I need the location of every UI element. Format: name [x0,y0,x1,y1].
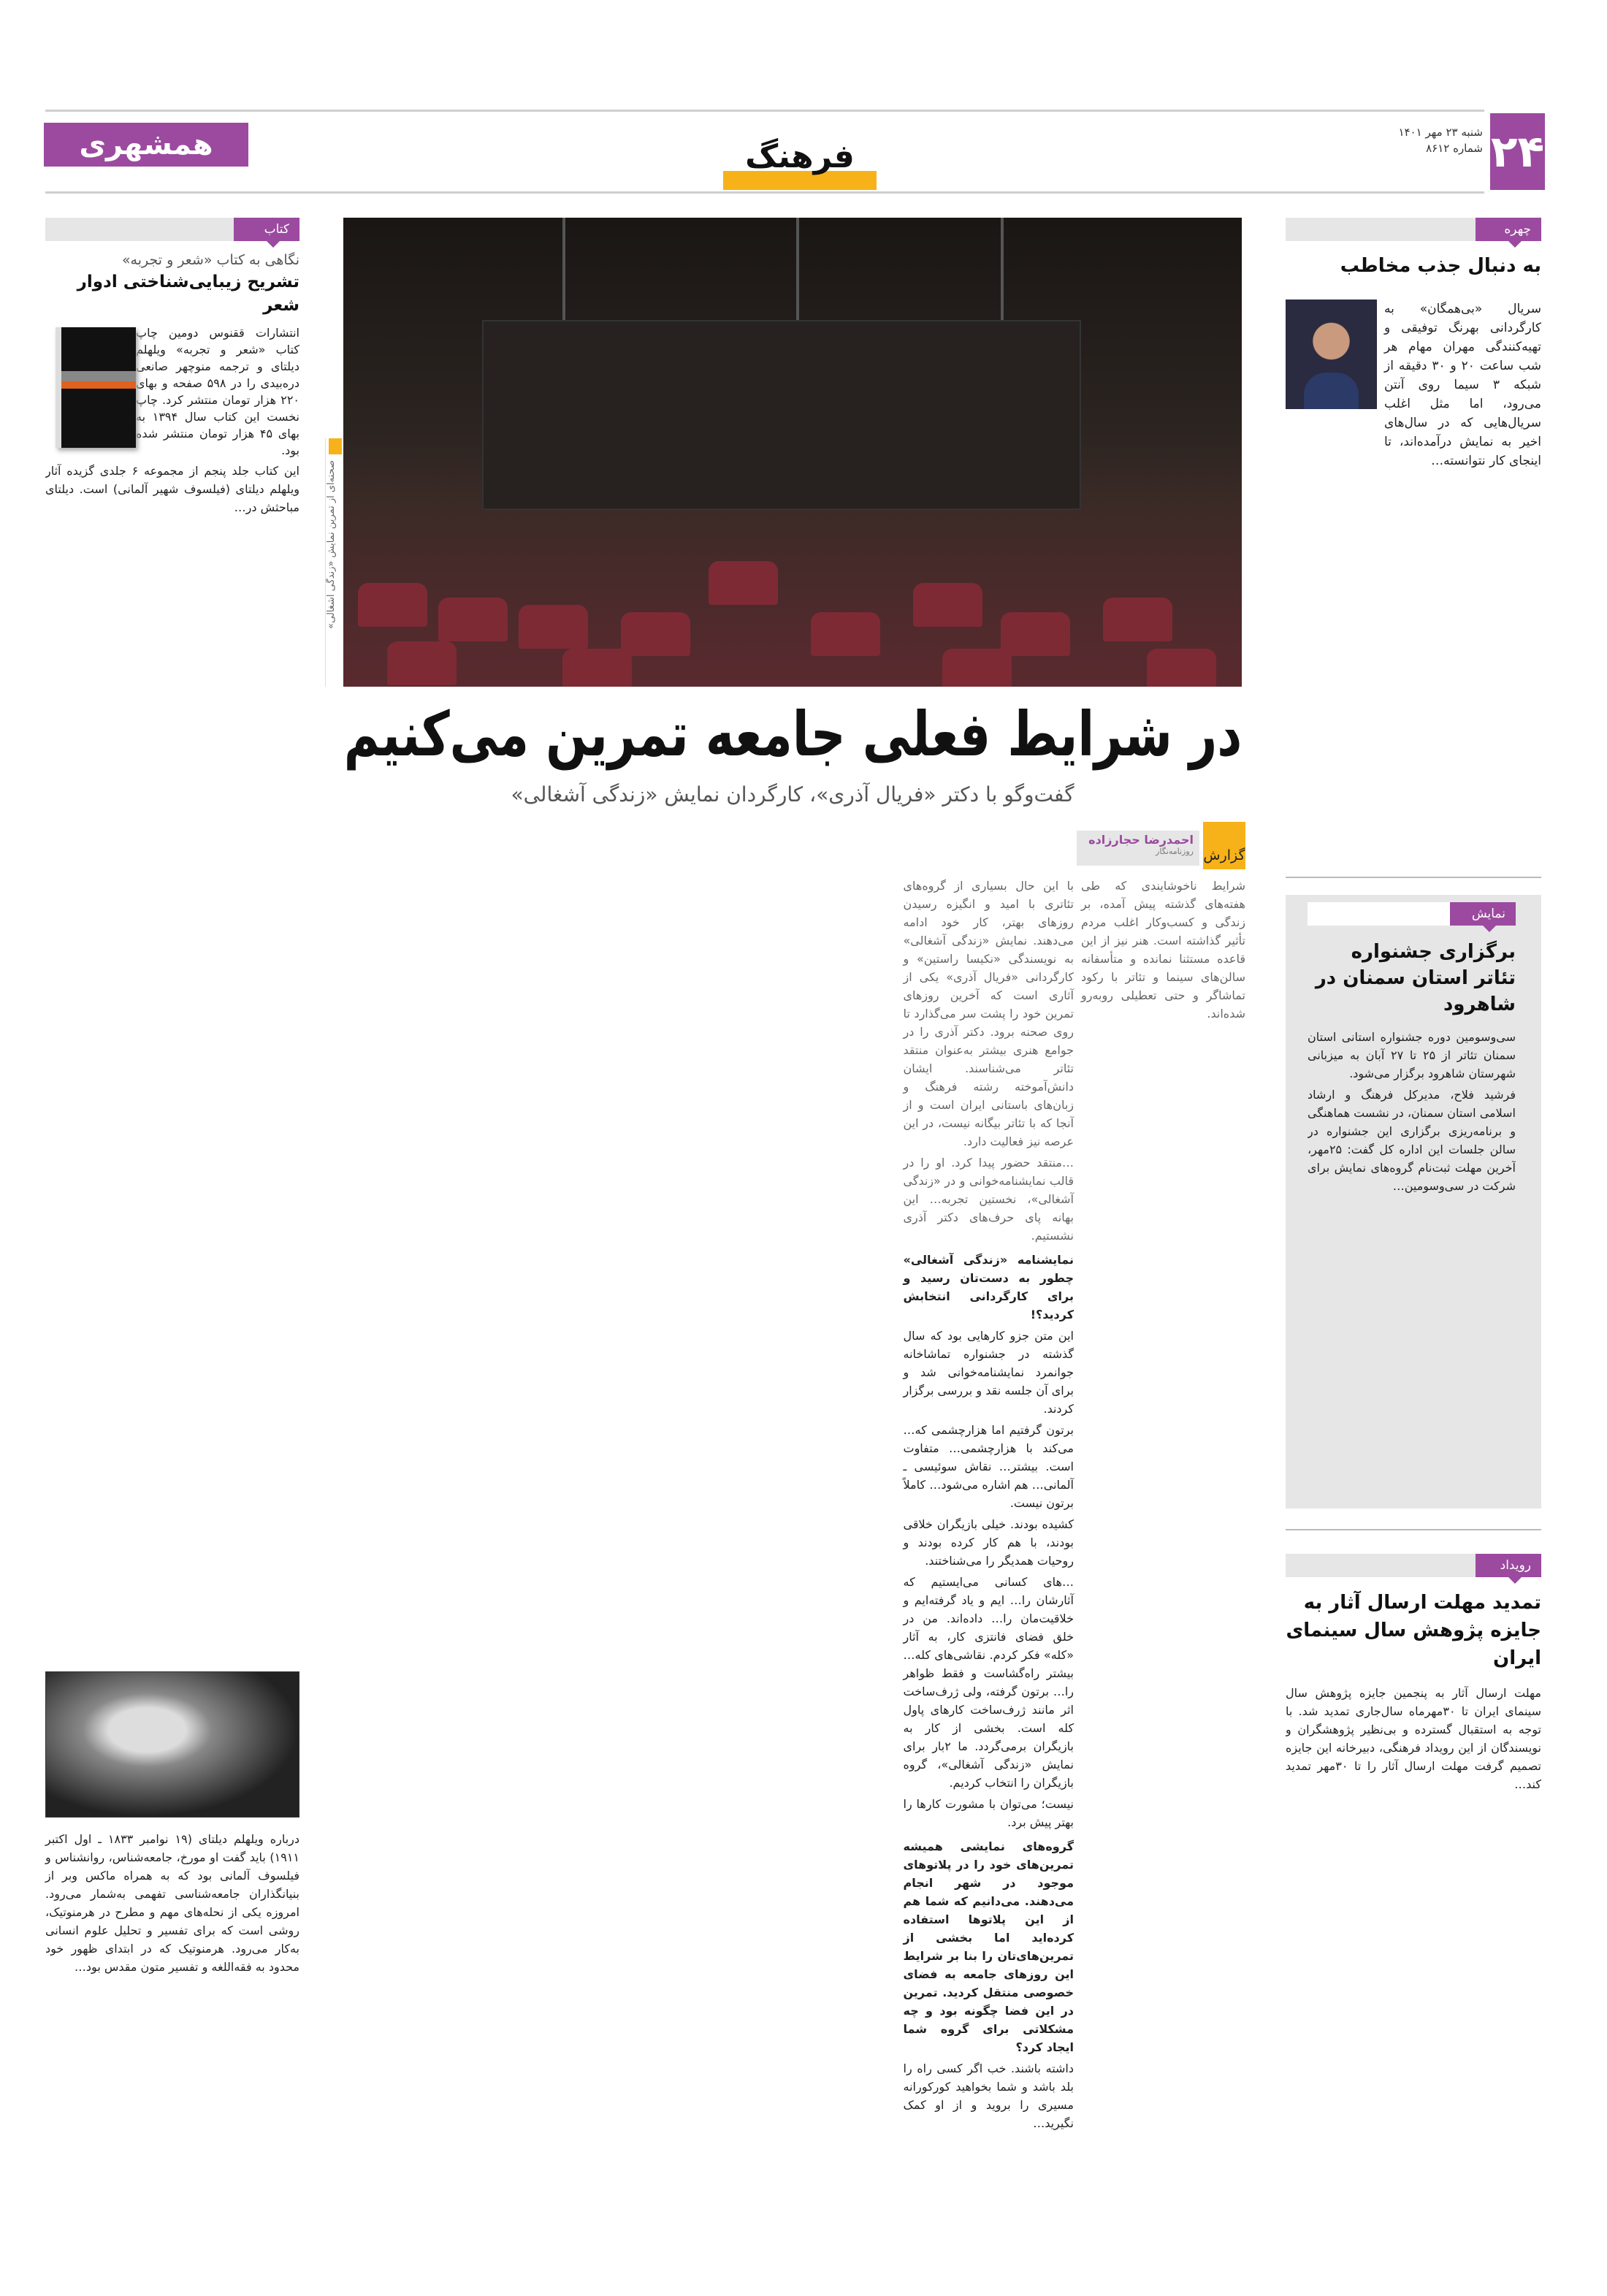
event-section [1286,1554,1541,2270]
book-section [45,218,299,1660]
face-tag-row [1286,218,1541,241]
intro-paragraph: با این حال بسیاری از گروه‌های تئاتری با امید و انگیزه رسیدن روزهای بهتر، کار خود ادامه می‌دهند. نمایش «زندگی آشغالی» به نویسندگی «نکیسا راستین» و کارگردانی «فریال آذری» یکی از آثاری است که آخرین روزهای تمرین خود را پشت سر می‌گذارد تا روی صحنه برود. دکتر آذری را در جوامع هنری بیشتر به‌عنوان منتقد تئاتر می‌شناسند. ایشان دانش‌آموخته رشته فرهنگ و زبان‌های باستانی ایران است و از آنجا که با تئاتر بیگانه نیست، در این عرصه نیز فعالیت دارد. [903,879,1074,1148]
byline [1074,822,1245,869]
book-tag-row [45,218,299,241]
report-label: گزارش [1203,822,1245,869]
interview-answer: داشته باشند. خب اگر کسی راه را بلد باشد و شما بخواهید کورکورانه مسیری را بروید و از او کمک نگیرید… [903,2062,1074,2130]
interview-answer: نیست؛ می‌توان با مشورت کارها را بهتر پیش برد. [903,1797,1074,1829]
show-text [1308,1028,1516,1198]
page-number: ۲۴ [1490,113,1545,190]
actor-portrait [1286,300,1377,409]
article-body [343,877,1074,2265]
show-title: برگزاری جشنواره تئاتر استان سمنان در شاهرود [1315,941,1516,1015]
interview-answer: برتون گرفتیم اما هزارچشمی که… می‌کند با هزارچشمی… متفاوت است. بیشتر… نقاش سوئیسی ـ آلمانی… هم اشاره می‌شود… کاملاً برتون نیست. [903,1423,1074,1510]
interview-question: نمایشنامه «زندگی آشغالی» چطور به دست‌تان رسید و برای کارگردانی انتخابش کردید؟! [903,1253,1074,1321]
face-section [1286,218,1541,868]
newspaper-logo: همشهری [44,123,248,167]
book-kicker: نگاهی به کتاب «شعر و تجربه» [121,252,299,268]
intro-paragraph: …منتقد حضور پیدا کرد. او را در قالب نمایشنامه‌خوانی و در «زندگی آشغالی»، نخستین تجربه… این بهانه پای حرف‌های دکتر آذری نشستیم. [903,1156,1074,1243]
article-intro [1081,877,1245,2265]
subheadline: گفت‌وگو با دکتر «فریال آذری»، کارگردان نمایش «زندگی آشغالی» [511,782,1074,806]
face-text: سریال «بی‌همگان» به کارگردانی بهرنگ توفیقی و تهیه‌کنندگی مهران مهام هر شب ساعت ۲۰ و ۳۰ دقیقه از شبکه ۳ سیما روی آنتن می‌رود، اما مثل اغلب سریال‌هایی که در سال‌های اخیر به نمایش درآمده‌اند، تا اینجای کار نتوانسته… [1384,302,1541,468]
dilthey-text: درباره ویلهلم دیلتای (۱۹ نوامبر ۱۸۳۳ ـ اول اکتبر ۱۹۱۱) باید گفت او مورخ، جامعه‌شناس، روانشناس و فیلسوف آلمانی بود که به همراه ماکس وبر از بنیانگذاران جامعه‌شناسی تفهمی به‌شمار می‌رود. امروزه یکی از نحله‌های مهم و مطرح در هرمنوتیک، روشی است که برای تفسیر و تحلیل علوم انسانی به‌کار می‌رود. هرمنوتیک که در ابتدای ظهور خود محدود به فقه‌اللغه و تفسیر متون مقدس بود… [45,1832,300,1974]
book-cover-image [56,327,136,448]
interview-answer: این متن جزو کارهایی بود که سال گذشته در جشنواره تماشاخانه جوانمرد نمایشنامه‌خوانی شد و برای آن جلسه نقد و بررسی برگزار کردند. [903,1329,1074,1416]
book-tag: کتاب [234,218,299,241]
author-name: احمدرضا حجارزاده [1088,833,1194,847]
show-paragraph: سی‌وسومین دوره جشنواره استانی استان سمنان تئاتر از ۲۵ تا ۲۷ آبان به میزبانی شهرستان شاهرود برگزار می‌شود. [1308,1030,1516,1080]
event-text: مهلت ارسال آثار به پنجمین جایزه پژوهش سال سینمای ایران تا ۳۰مهرماه سال‌جاری تمدید شد. با توجه به استقبال گسترده و بی‌نظیر پژوهشگران و نویسندگان از این رویداد فرهنگی، دبیرخانه این جایزه تصمیم گرفت مهلت ارسال آثار را تا ۳۰مهر تمدید کند… [1286,1686,1541,1791]
photo-caption [325,438,343,687]
book-title: تشریح زیبایی‌شناختی ادوار شعر [77,272,299,315]
divider [1286,1529,1541,1530]
section-title [723,131,877,190]
face-title: به دنبال جذب مخاطب [1340,255,1541,277]
event-tag: رویداد [1476,1554,1541,1577]
book-paragraph: این کتاب جلد پنجم از مجموعه ۶ جلدی گزیده آثار ویلهلم دیلتای (فیلسوف شهیر آلمانی) است. دیلتای مباحثش در… [45,464,299,514]
interview-answer: …های کسانی می‌ایستیم که آثارشان را… ایم و یاد گرفته‌ایم و خلاقیت‌مان را… داده‌اند. من در خلق فضای فانتزی کار، به آثار «کله» فکر کردم. نقاشی‌های کله… بیشتر راه‌گشاست و فقط ظواهر را… برتون گرفته، ولی ژرف‌ساخت اثر مانند ژرف‌ساخت کارهای پاول کله است. بخشی از کار به بازیگران برمی‌گردد. ما ۲بار برای نمایش «زندگی آشغالی»، گروه بازیگران را انتخاب کردیم. [903,1575,1074,1790]
face-tag: چهره [1476,218,1541,241]
interview-answer: کشیده بودند. خیلی بازیگران خلاقی بودند، با هم کار کرده بودند و روحیات همدیگر را می‌شناختند. [903,1517,1074,1568]
headline-text: در شرایط فعلی جامعه تمرین می‌کنیم [343,698,1242,770]
show-tag-row [1308,902,1516,926]
rehearsal-photo [343,218,1242,687]
headline [343,694,1242,774]
interview-question: گروه‌های نمایشی همیشه تمرین‌های خود را در پلاتوهای موجود در شهر انجام می‌دهند. می‌دانیم که شما هم از این پلاتوها استفاده کرده‌اید اما بخشی از تمرین‌های‌تان را بنا بر شرایط این روزهای جامعه به فضای خصوصی منتقل کردید. تمرین در این فضا چگونه بود و چه مشکلاتی برای گروه شما ایجاد کرد؟ [903,1839,1074,2054]
book-intro: انتشارات ققنوس دومین چاپ کتاب «شعر و تجربه» ویلهلم دیلتای و ترجمه منوچهر صانعی دره‌بیدی را در ۵۹۸ صفحه و بهای ۲۲۰ هزار تومان منتشر کرد. چاپ نخست این کتاب سال ۱۳۹۴ به بهای ۴۵ هزار تومان منتشر شده بود. [136,326,299,457]
section-label: فرهنگ [745,138,855,175]
header-top-rule [45,110,1484,112]
divider [1286,877,1541,878]
dilthey-portrait [45,1671,299,1818]
header-bottom-rule [45,191,1484,194]
event-title: تمدید مهلت ارسال آثار به جایزه پژوهش سال سینمای ایران [1286,1592,1541,1669]
show-paragraph: فرشید فلاح، مدیرکل فرهنگ و ارشاد اسلامی استان سمنان، در نشست هماهنگی و برنامه‌ریزی برگزاری این جشنواره در سالن جلسات این اداره کل گفت: ۲۵مهر، آخرین مهلت ثبت‌نام گروه‌های نمایش برای شرکت در سی‌وسومین… [1308,1088,1516,1193]
book-body [45,324,299,519]
intro-paragraph: شرایط ناخوشایندی که طی هفته‌های گذشته پیش آمده، بر زندگی و کسب‌وکار اغلب مردم تأثیر گذاشته است. هنر نیز از این قاعده مستثنا نمانده و متأسفانه سالن‌های سینما و تئاتر با رکود تماشاگر و حتی تعطیلی روبه‌رو شده‌اند. [1081,879,1245,1021]
event-tag-row [1286,1554,1541,1577]
date: شنبه ۲۳ مهر ۱۴۰۱ [1398,126,1483,139]
caption-text: صحنه‌ای از تمرین نمایش «زندگی آشغالی» [326,460,337,629]
dateline [1373,124,1483,156]
show-section [1308,902,1516,1501]
show-tag: نمایش [1450,902,1516,926]
author-role: روزنامه‌نگار [1156,847,1194,856]
issue-number: شماره ۸۶۱۲ [1426,142,1483,155]
